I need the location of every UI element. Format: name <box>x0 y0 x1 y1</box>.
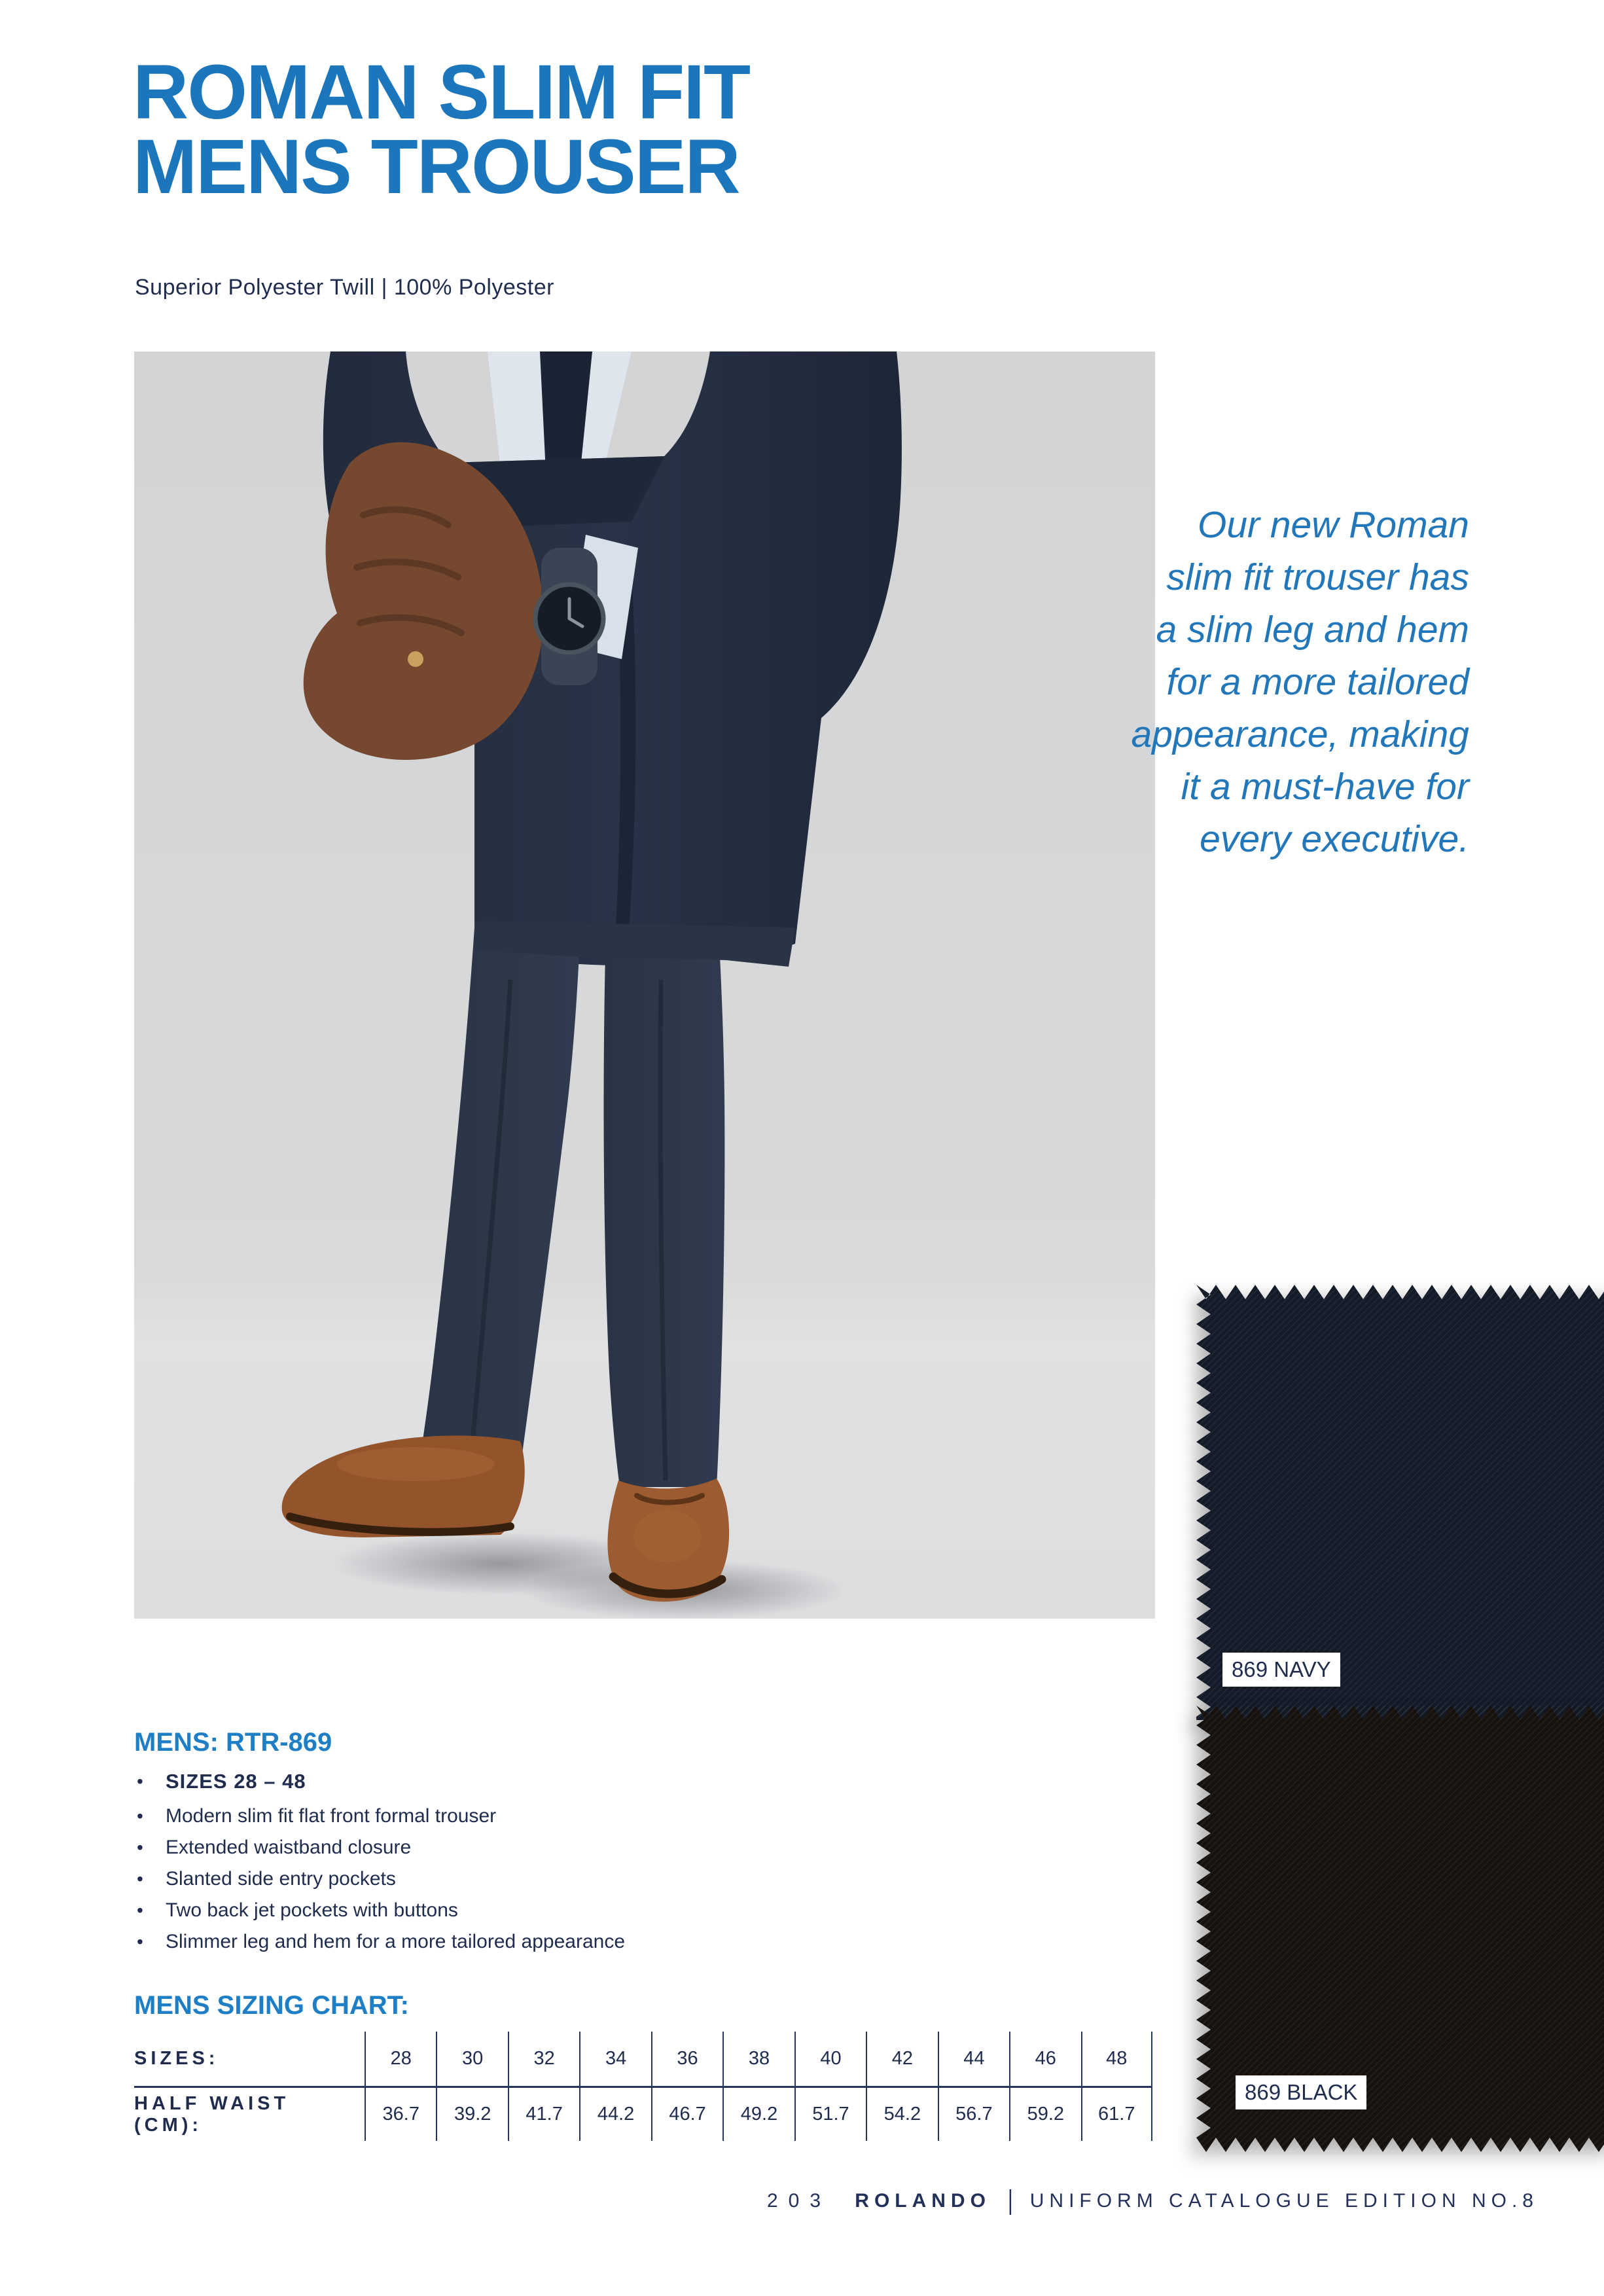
fabric-swatches <box>1196 1285 1604 2162</box>
half-waist-cell: 41.7 <box>508 2088 579 2141</box>
footer-brand-line <box>855 2185 1539 2216</box>
fabric-subtitle: Superior Polyester Twill | 100% Polyester <box>135 275 554 300</box>
right-shoe-highlight <box>633 1510 702 1562</box>
feature-item <box>137 1931 857 1952</box>
size-cell: 42 <box>866 2032 937 2088</box>
feature-text: Slimmer leg and hem for a more tailored appearance <box>166 1931 626 1952</box>
half-waist-cell: 61.7 <box>1081 2088 1152 2141</box>
feature-item <box>137 1869 857 1889</box>
feature-text: Slanted side entry pockets <box>166 1868 396 1890</box>
half-waist-row-label: HALF WAIST (CM): <box>134 2092 290 2136</box>
size-cell: 44 <box>938 2032 1009 2088</box>
product-feature-list <box>137 1771 857 1963</box>
size-cell: 32 <box>508 2032 579 2088</box>
intro-line: for a more tailored <box>1166 661 1469 703</box>
size-cell: 48 <box>1081 2032 1152 2088</box>
half-waist-cell: 51.7 <box>794 2088 866 2141</box>
edition-text: UNIFORM CATALOGUE EDITION NO.8 <box>1029 2190 1539 2212</box>
intro-line: a slim leg and hem <box>1156 609 1469 651</box>
half-waist-cell: 56.7 <box>938 2088 1009 2141</box>
navy-swatch-label: 869 NAVY <box>1222 1653 1340 1687</box>
fabric-swatch-graphics <box>1196 1285 1604 2162</box>
half-waist-cell: 44.2 <box>579 2088 651 2141</box>
sizing-chart-heading: MENS SIZING CHART: <box>134 1991 409 2020</box>
intro-line: it a must-have for <box>1181 766 1469 808</box>
footer-separator: | <box>1007 2185 1013 2216</box>
left-shoe-highlight <box>337 1447 494 1481</box>
feature-text: Modern slim fit flat front formal trouser <box>166 1805 497 1827</box>
intro-line: appearance, making <box>1131 713 1469 755</box>
bullet-icon: • <box>137 1931 143 1952</box>
intro-line: slim fit trouser has <box>1166 556 1469 598</box>
half-waist-cell: 59.2 <box>1009 2088 1080 2141</box>
feature-text: Two back jet pockets with buttons <box>166 1899 458 1921</box>
page-title-line2: MENS TROUSER <box>133 124 740 210</box>
black-swatch-label: 869 BLACK <box>1236 2075 1366 2109</box>
feature-item <box>137 1806 857 1826</box>
feature-text: Extended waistband closure <box>166 1837 412 1858</box>
feature-item <box>137 1900 857 1920</box>
page-footer <box>0 2185 1604 2219</box>
feature-item-sizes <box>137 1771 857 1791</box>
half-waist-cell: 54.2 <box>866 2088 937 2141</box>
bullet-icon: • <box>137 1869 143 1889</box>
size-cell: 38 <box>722 2032 794 2088</box>
page-number: 203 <box>767 2190 832 2212</box>
bullet-icon: • <box>137 1771 143 1791</box>
bullet-icon: • <box>137 1806 143 1826</box>
size-cell: 46 <box>1009 2032 1080 2088</box>
feature-item <box>137 1837 857 1857</box>
sizing-chart-table <box>134 2032 1152 2141</box>
intro-line: Our new Roman <box>1197 504 1469 546</box>
ring <box>408 651 423 667</box>
intro-paragraph <box>972 499 1469 865</box>
brand-name: ROLANDO <box>855 2190 991 2212</box>
sizes-row-label: SIZES: <box>134 2032 365 2088</box>
bullet-icon: • <box>137 1837 143 1857</box>
bullet-icon: • <box>137 1900 143 1920</box>
half-waist-cell: 46.7 <box>651 2088 722 2141</box>
size-cell: 28 <box>365 2032 436 2088</box>
page-title-line1: ROMAN SLIM FIT <box>133 49 750 135</box>
size-cell: 34 <box>579 2032 651 2088</box>
size-cell: 36 <box>651 2032 722 2088</box>
product-code-heading: MENS: RTR-869 <box>134 1728 332 1757</box>
half-waist-cell: 49.2 <box>722 2088 794 2141</box>
half-waist-cell: 36.7 <box>365 2088 436 2141</box>
feature-text: SIZES 28 – 48 <box>166 1770 306 1793</box>
intro-line: every executive. <box>1200 818 1469 860</box>
page-title <box>133 49 750 210</box>
size-cell: 30 <box>436 2032 507 2088</box>
half-waist-cell: 39.2 <box>436 2088 507 2141</box>
size-cell: 40 <box>794 2032 866 2088</box>
